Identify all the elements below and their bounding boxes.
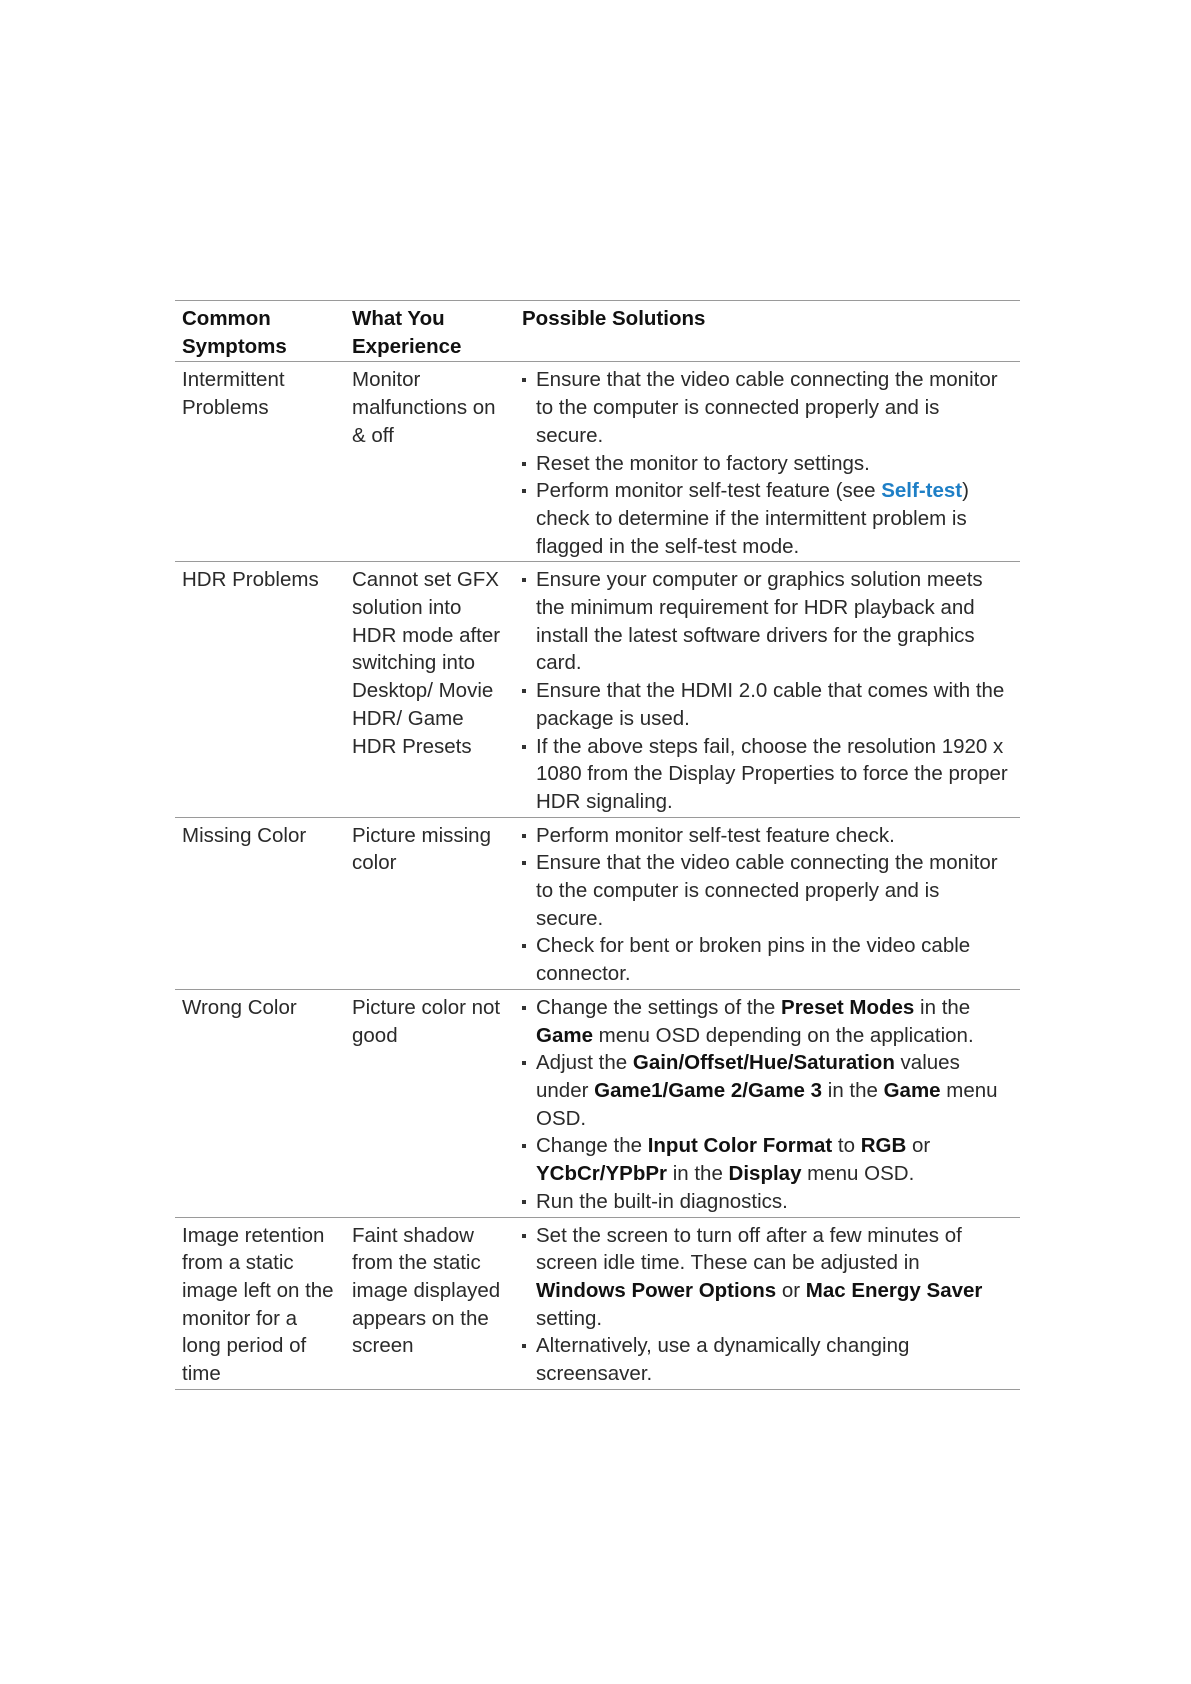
solution-item: Adjust the Gain/Offset/Hue/Saturation values under Game1/Game 2/Game 3 in the Game menu OSD. (522, 1049, 1012, 1132)
solution-item: Perform monitor self-test feature check. (522, 822, 1012, 850)
solutions-list (522, 566, 1012, 815)
solutions-cell (515, 989, 1020, 1217)
solutions-list (522, 1222, 1012, 1388)
symptom-cell: Intermittent Problems (182, 368, 285, 420)
table-row (175, 817, 1020, 989)
troubleshooting-table (175, 300, 1020, 1390)
table-row (175, 989, 1020, 1217)
header-common-symptoms: Common Symptoms (182, 307, 287, 358)
symptom-cell: Wrong Color (182, 995, 297, 1019)
header-possible-solutions: Possible Solutions (522, 307, 706, 330)
table-header-row (175, 301, 1020, 362)
self-test-link[interactable]: Self-test (881, 479, 963, 503)
experience-cell: Faint shadow from the static image displayed appears on the screen (352, 1223, 501, 1358)
symptom-cell: HDR Problems (182, 568, 319, 592)
solutions-cell (515, 817, 1020, 989)
solution-item: Ensure your computer or graphics solution meets the minimum requirement for HDR playback and install the latest software drivers for the graphics card. (522, 566, 1012, 677)
table-row (175, 562, 1020, 817)
solutions-cell (515, 562, 1020, 817)
solution-item: Change the settings of the Preset Modes in the Game menu OSD depending on the application. (522, 994, 1012, 1049)
symptom-cell: Missing Color (182, 823, 307, 847)
solution-item: Ensure that the video cable connecting the monitor to the computer is connected properly and is secure. (522, 366, 1012, 449)
solutions-list (522, 366, 1012, 560)
solution-item: Perform monitor self-test feature (see Self-test) check to determine if the intermittent problem is flagged in the self-test mode. (522, 477, 1012, 560)
solution-item: Alternatively, use a dynamically changing screensaver. (522, 1332, 1012, 1387)
solution-item: Change the Input Color Format to RGB or YCbCr/YPbPr in the Display menu OSD. (522, 1132, 1012, 1187)
solution-item: Check for bent or broken pins in the video cable connector. (522, 932, 1012, 987)
symptom-cell: Image retention from a static image left on the monitor for a long period of time (182, 1223, 334, 1386)
solution-item: Ensure that the HDMI 2.0 cable that comes with the package is used. (522, 677, 1012, 732)
experience-cell: Picture missing color (352, 823, 491, 875)
table-row (175, 1217, 1020, 1389)
experience-cell: Cannot set GFX solution into HDR mode after switching into Desktop/ Movie HDR/ Game HDR Presets (352, 568, 501, 758)
solutions-list (522, 822, 1012, 988)
solution-item: Ensure that the video cable connecting the monitor to the computer is connected properly and is secure. (522, 849, 1012, 932)
solutions-cell (515, 362, 1020, 562)
solution-item: Set the screen to turn off after a few minutes of screen idle time. These can be adjusted in Windows Power Options or Mac Energy Saver setting. (522, 1222, 1012, 1333)
table-row (175, 362, 1020, 562)
experience-cell: Picture color not good (352, 995, 501, 1047)
solution-item: Run the built-in diagnostics. (522, 1188, 1012, 1216)
solution-item: Reset the monitor to factory settings. (522, 450, 1012, 478)
solutions-list (522, 994, 1012, 1216)
experience-cell: Monitor malfunctions on & off (352, 368, 496, 447)
solutions-cell (515, 1217, 1020, 1389)
solution-item: If the above steps fail, choose the resolution 1920 x 1080 from the Display Properties to force the proper HDR signaling. (522, 733, 1012, 816)
header-what-you-experience: What You Experience (352, 307, 462, 358)
